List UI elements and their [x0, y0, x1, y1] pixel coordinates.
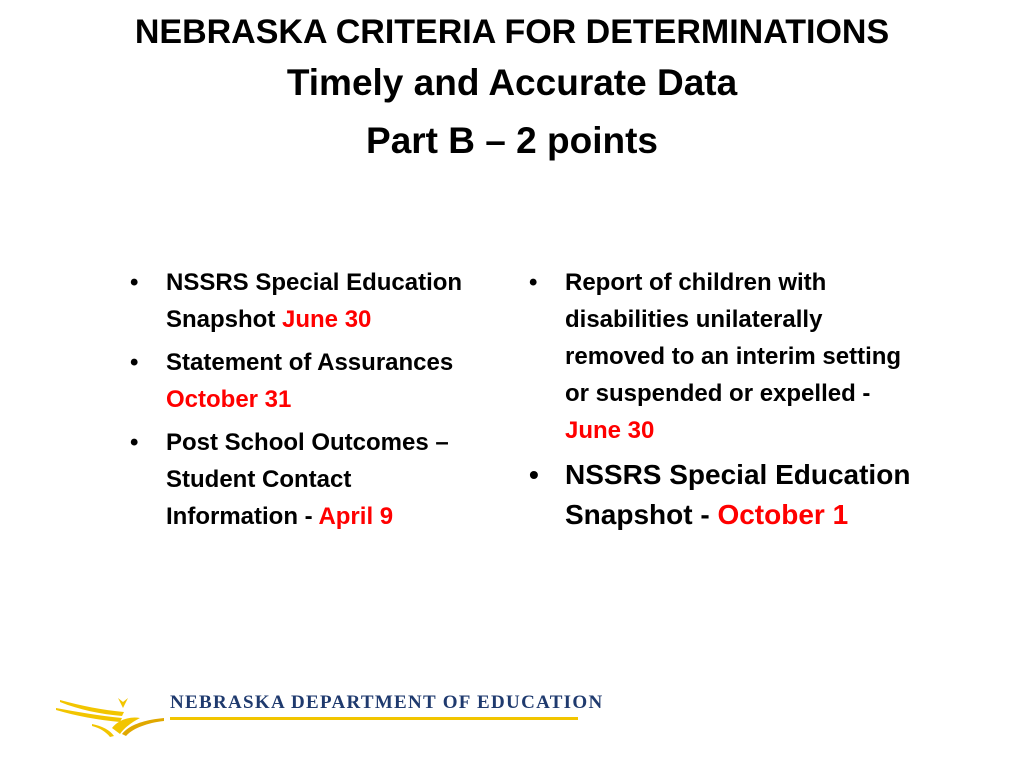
- bullet-icon: •: [529, 269, 538, 296]
- slide-title: [0, 10, 1024, 170]
- nde-sunrise-logo-icon: [52, 680, 168, 740]
- right-bullet-column: [527, 264, 912, 541]
- title-part-label: Part B – 2 points: [366, 120, 658, 161]
- footer-org-name: NEBRASKA DEPARTMENT OF EDUCATION: [170, 692, 578, 720]
- list-item: [527, 455, 912, 535]
- item-date: June 30: [565, 417, 655, 444]
- bullet-icon: •: [529, 459, 539, 490]
- item-text: NSSRS Special Education Snapshot -: [565, 459, 911, 530]
- right-bullet-list: [527, 264, 912, 535]
- bullet-icon: •: [130, 429, 139, 456]
- item-text: Report of children with disabilities unilaterally removed to an interim setting or suspended or expelled -: [565, 269, 902, 407]
- list-item: [128, 344, 483, 418]
- list-item: [527, 264, 912, 449]
- item-text: NSSRS Special Education Snapshot: [166, 269, 463, 333]
- item-date: June 30: [282, 306, 372, 333]
- bullet-icon: •: [130, 349, 139, 376]
- bullet-icon: •: [130, 269, 139, 296]
- title-subheading: Timely and Accurate Data: [286, 62, 738, 103]
- left-bullet-column: [128, 264, 483, 541]
- item-text: Statement of Assurances: [166, 349, 454, 376]
- logo-graphic: [52, 680, 168, 740]
- item-date: October 1: [717, 499, 849, 530]
- item-text: Post School Outcomes – Student Contact Information -: [166, 429, 449, 530]
- item-date: April 9: [318, 503, 394, 530]
- left-bullet-list: [128, 264, 483, 535]
- list-item: [128, 264, 483, 338]
- item-date: October 31: [166, 386, 292, 413]
- list-item: [128, 424, 483, 535]
- title-heading: NEBRASKA CRITERIA FOR DETERMINATIONS: [134, 13, 890, 51]
